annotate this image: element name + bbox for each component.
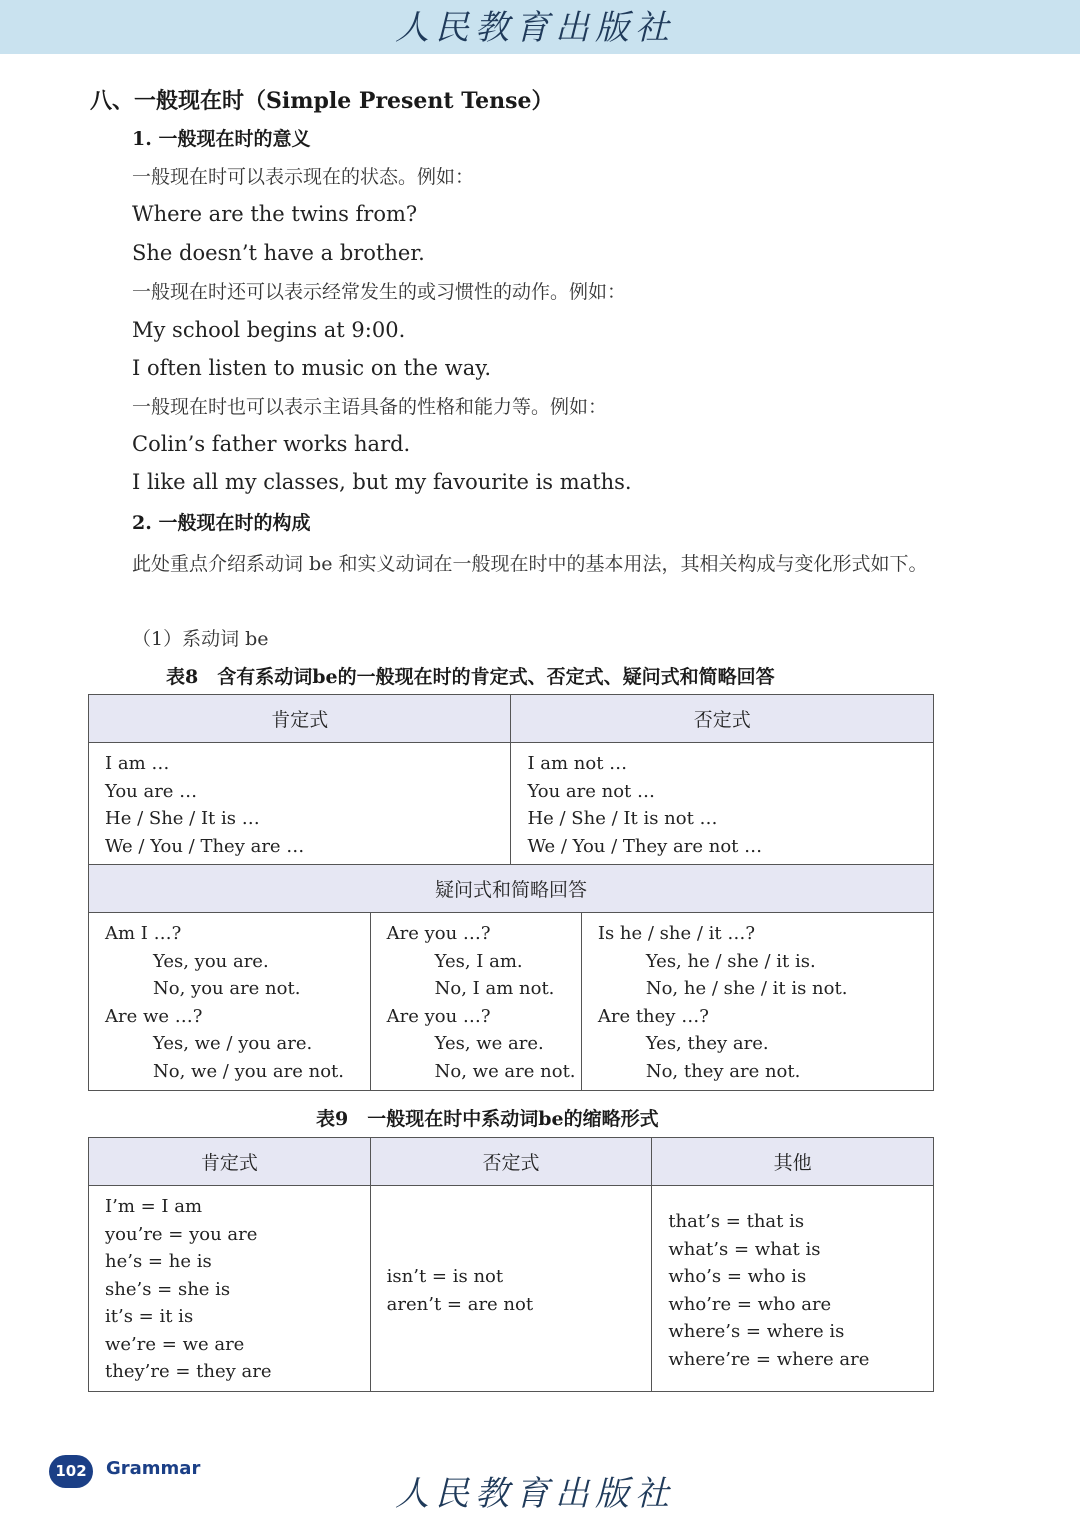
table-line: where’s = where is [668,1321,845,1342]
subsection-structure-title: 2. 一般现在时的构成 [132,512,311,534]
table-line: they’re = they are [105,1361,272,1382]
table-line: He / She / It is not … [527,808,718,829]
table-line: I am … [105,753,170,774]
table-line: Are you …? [386,923,491,944]
table9-header-affirmative: 肯定式 [89,1138,371,1186]
table-line: No, he / she / it is not. [645,978,848,999]
list-item-linking-verb: （1）系动词 be [132,628,269,650]
section-title: 八、一般现在时（Simple Present Tense） [90,88,554,114]
table-line: No, you are not. [153,978,301,999]
table-line: we’re = we are [105,1333,245,1355]
table-line: Yes, I am. [434,950,523,972]
table-line: No, we / you are not. [153,1060,345,1082]
table8-question-cell-3 [581,913,933,1091]
table-line: isn’t = is not [386,1266,504,1287]
subsection-meaning-title: 1. 一般现在时的意义 [132,128,311,150]
publisher-logo: 人民教育出版社 [395,8,675,48]
table-line: Am I …? [105,923,182,944]
example-sentence: I like all my classes, but my favourite is maths. [132,470,632,494]
table-line: Yes, they are. [645,1033,769,1054]
table8-header-affirmative: 肯定式 [89,695,511,743]
table-line: Are we …? [105,1005,203,1027]
table9-affirmative-cell [89,1186,371,1392]
table8 [88,694,934,1091]
table8-question-cell-1 [89,913,371,1091]
table-line: he’s = he is [105,1251,212,1272]
table9 [88,1137,934,1392]
table-line: who’s = who is [668,1266,807,1287]
table-line: aren’t = are not [386,1293,534,1315]
footer-publisher-logo: 人民教育出版社 [395,1474,675,1514]
page-number-badge: 102 [49,1455,93,1488]
table-line: No, we are not. [434,1060,576,1082]
table-line: I’m = I am [105,1196,203,1217]
table-line: what’s = what is [668,1238,821,1260]
table-line: Is he / she / it …? [597,923,756,944]
table-line: she’s = she is [105,1278,231,1300]
table9-negative-cell [370,1186,652,1392]
table8-header-question: 疑问式和简略回答 [89,865,934,913]
table-line: where’re = where are [668,1348,870,1370]
usage-description-3: 一般现在时也可以表示主语具备的性格和能力等。例如： [132,396,608,418]
table9-header-negative: 否定式 [370,1138,652,1186]
example-sentence: I often listen to music on the way. [132,356,492,380]
table-line: it’s = it is [105,1306,194,1327]
example-sentence: My school begins at 9:00. [132,318,406,342]
table9-other-cell [652,1186,934,1392]
usage-description-2: 一般现在时还可以表示经常发生的或习惯性的动作。例如： [132,281,627,303]
table8-question-cell-2 [370,913,581,1091]
table-line: I am not … [527,753,628,774]
table-line: No, I am not. [434,978,555,999]
table8-caption: 表8 含有系动词be的一般现在时的肯定式、否定式、疑问式和简略回答 [166,666,775,688]
table-line: Are you …? [386,1005,491,1027]
table8-negative-cell [511,743,934,865]
usage-description-1: 一般现在时可以表示现在的状态。例如： [132,166,475,188]
table-line: Yes, we / you are. [153,1033,313,1054]
intro-paragraph: 此处重点介绍系动词 be 和实义动词在一般现在时中的基本用法，其相关构成与变化形式如下。 [132,553,928,575]
example-sentence: Colin’s father works hard. [132,432,411,456]
table-line: you’re = you are [105,1223,258,1245]
example-sentence: She doesn’t have a brother. [132,241,425,265]
table-line: You are not … [527,780,656,802]
table-line: that’s = that is [668,1211,805,1232]
table-line: You are … [105,780,198,802]
table-line: Yes, you are. [153,950,269,972]
table-line: Yes, he / she / it is. [645,950,816,972]
table-line: We / You / They are … [105,835,305,857]
table-line: No, they are not. [645,1060,801,1082]
example-sentence: Where are the twins from? [132,202,418,226]
table-line: Yes, we are. [434,1033,544,1054]
table-line: who’re = who are [668,1293,832,1315]
table-line: Are they …? [597,1005,709,1027]
table-line: We / You / They are not … [527,835,763,857]
table9-header-other: 其他 [652,1138,934,1186]
table8-header-negative: 否定式 [511,695,934,743]
table8-affirmative-cell [89,743,511,865]
footer-section-label: Grammar [106,1458,201,1479]
table9-caption: 表9 一般现在时中系动词be的缩略形式 [316,1108,659,1130]
table-line: He / She / It is … [105,808,260,829]
